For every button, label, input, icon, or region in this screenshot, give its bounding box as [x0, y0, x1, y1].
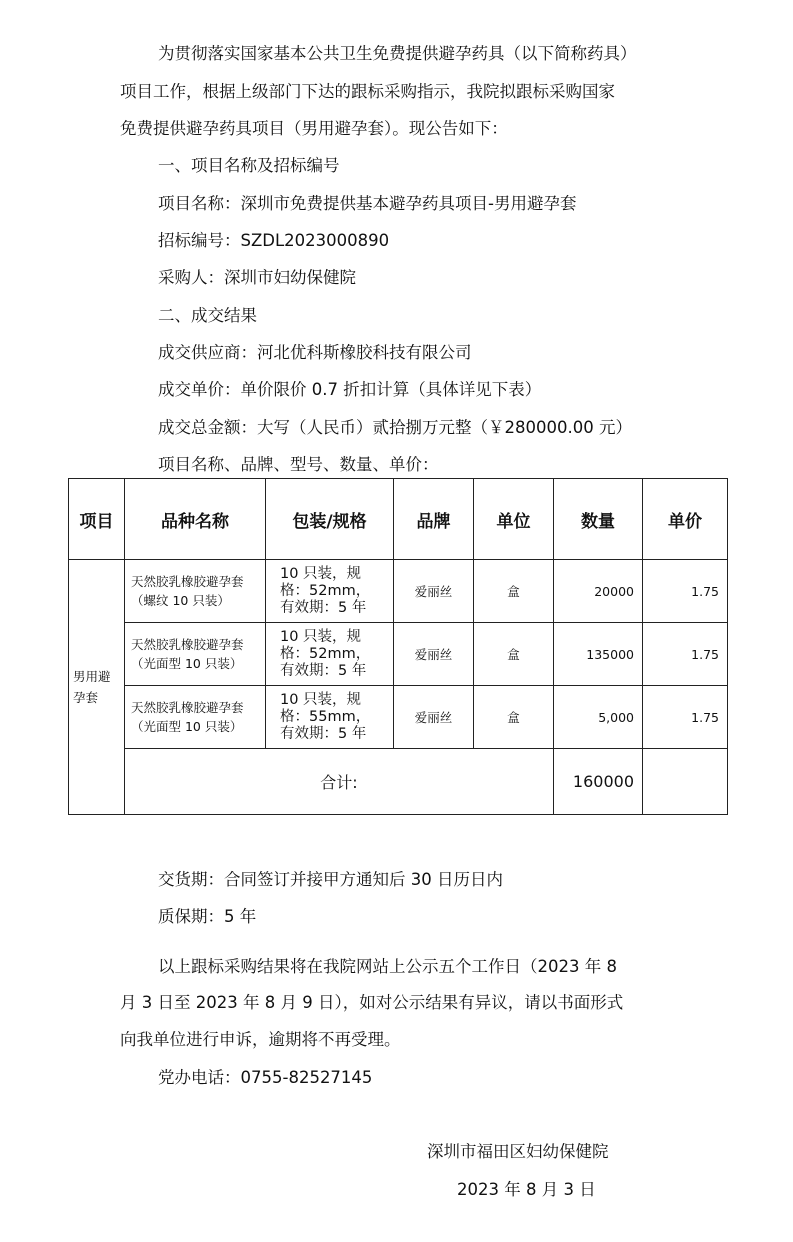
- signature-org: 深圳市福田区妇幼保健院: [427, 1142, 609, 1161]
- contact-phone: 党办电话：0755-82527145: [158, 1068, 373, 1087]
- brand-cell: 爱丽丝: [394, 560, 474, 623]
- delivery-term: 交货期：合同签订并接甲方通知后 30 日历日内: [158, 870, 503, 889]
- package-cell: [266, 623, 394, 686]
- brand-cell: 爱丽丝: [394, 686, 474, 749]
- table-intro: 项目名称、品牌、型号、数量、单价：: [158, 455, 439, 474]
- table-row: [69, 560, 728, 623]
- variety-cell: [125, 686, 266, 749]
- package-line: 有效期：5 年: [280, 725, 367, 742]
- warranty-term: 质保期：5 年: [158, 907, 257, 926]
- purchaser: 采购人：深圳市妇幼保健院: [158, 268, 356, 287]
- header-unit: 单位: [474, 479, 554, 560]
- notice-line-1: 以上跟标采购结果将在我院网站上公示五个工作日（2023 年 8: [158, 957, 617, 976]
- table-row: [69, 623, 728, 686]
- total-quantity: 160000: [554, 749, 643, 815]
- table-header-row: [69, 479, 728, 560]
- unit-cell: 盒: [474, 623, 554, 686]
- variety-name: 天然胶乳橡胶避孕套: [131, 700, 244, 715]
- package-line: 10 只装，规: [280, 565, 362, 582]
- package-line: 10 只装，规: [280, 628, 362, 645]
- header-variety: 品种名称: [125, 479, 266, 560]
- brand-cell: 爱丽丝: [394, 623, 474, 686]
- section2-heading: 二、成交结果: [158, 306, 257, 325]
- variety-type: （光面型 10 只装）: [131, 656, 243, 671]
- intro-line-1: 为贯彻落实国家基本公共卫生免费提供避孕药具（以下简称药具）: [158, 44, 637, 63]
- quantity-cell: 5,000: [554, 686, 643, 749]
- quantity-cell: 135000: [554, 623, 643, 686]
- header-package: 包装/规格: [266, 479, 394, 560]
- price-cell: 1.75: [643, 560, 728, 623]
- header-item: 项目: [69, 479, 125, 560]
- package-line: 10 只装，规: [280, 691, 362, 708]
- header-quantity: 数量: [554, 479, 643, 560]
- result-table: [68, 478, 728, 815]
- intro-line-3: 免费提供避孕药具项目（男用避孕套）。现公告如下：: [120, 119, 508, 138]
- variety-name: 天然胶乳橡胶避孕套: [131, 574, 244, 589]
- intro-line-2: 项目工作，根据上级部门下达的跟标采购指示，我院拟跟标采购国家: [120, 82, 615, 101]
- package-line: 格：52mm，: [280, 645, 371, 662]
- category-cell: 男用避孕套: [69, 560, 125, 815]
- table-row: [69, 686, 728, 749]
- variety-name: 天然胶乳橡胶避孕套: [131, 637, 244, 652]
- package-cell: [266, 560, 394, 623]
- unit-cell: 盒: [474, 686, 554, 749]
- header-brand: 品牌: [394, 479, 474, 560]
- package-line: 有效期：5 年: [280, 662, 367, 679]
- package-line: 格：55mm，: [280, 708, 371, 725]
- variety-type: （光面型 10 只装）: [131, 719, 243, 734]
- price-cell: 1.75: [643, 686, 728, 749]
- total-price-cell: [643, 749, 728, 815]
- supplier: 成交供应商：河北优科斯橡胶科技有限公司: [158, 343, 472, 362]
- bid-number: 招标编号：SZDL2023000890: [158, 231, 390, 250]
- total-amount: 成交总金额：大写（人民币）贰拾捌万元整（￥280000.00 元）: [158, 418, 632, 437]
- signature-date: 2023 年 8 月 3 日: [457, 1180, 596, 1199]
- notice-line-2: 月 3 日至 2023 年 8 月 9 日），如对公示结果有异议，请以书面形式: [120, 993, 624, 1012]
- variety-cell: [125, 623, 266, 686]
- package-line: 格：52mm，: [280, 582, 371, 599]
- header-price: 单价: [643, 479, 728, 560]
- unit-cell: 盒: [474, 560, 554, 623]
- price-cell: 1.75: [643, 623, 728, 686]
- quantity-cell: 20000: [554, 560, 643, 623]
- project-name: 项目名称：深圳市免费提供基本避孕药具项目-男用避孕套: [158, 194, 577, 213]
- package-cell: [266, 686, 394, 749]
- table-total-row: [69, 749, 728, 815]
- package-line: 有效期：5 年: [280, 599, 367, 616]
- variety-cell: [125, 560, 266, 623]
- section1-heading: 一、项目名称及招标编号: [158, 156, 340, 175]
- notice-line-3: 向我单位进行申诉，逾期将不再受理。: [120, 1030, 401, 1049]
- variety-type: （螺纹 10 只装）: [131, 593, 230, 608]
- unit-price: 成交单价：单价限价 0.7 折扣计算（具体详见下表）: [158, 380, 542, 399]
- total-label: 合计:: [125, 749, 554, 815]
